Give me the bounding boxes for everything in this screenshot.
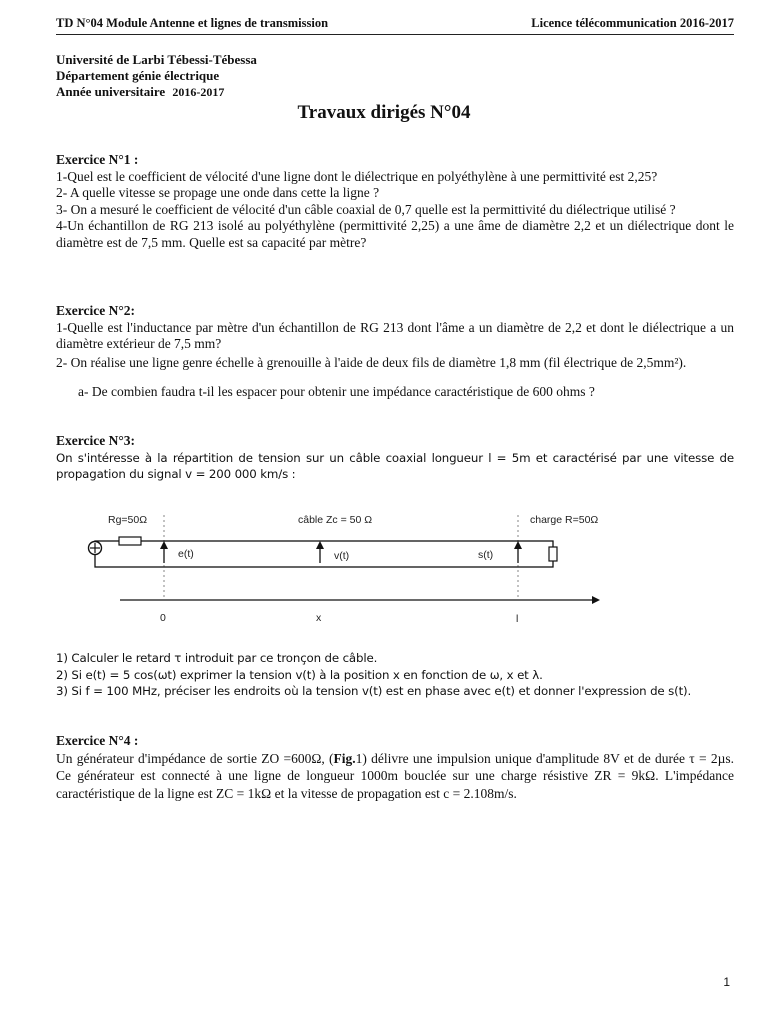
e-label: e(t) xyxy=(178,548,194,560)
exercise-3-question-1: 1) Calculer le retard τ introduit par ce tronçon de câble. xyxy=(56,651,378,665)
exercise-4 xyxy=(56,733,734,802)
exercise-4-text-b: 1) délivre une impulsion unique d'amplitude 8V et de durée τ = 2µs. Ce générateur est connecté à une ligne de longueur 1000m bouclée sur une charge résistive ZR = 9kΩ. L'impédance caractéristique de la ligne est ZC = 1kΩ et la vitesse de propagation est c = 2.108m/s. xyxy=(56,750,734,801)
exercise-2-question-2: 2- On réalise une ligne genre échelle à grenouille à l'aide de deux fils de diamètre 1,8 mm (fil électrique de 2,5mm²). xyxy=(56,354,687,370)
exercise-3-intro: On s'intéresse à la répartition de tension sur un câble coaxial longueur l = 5m et caractérisé par une vitesse de propagation du signal v = 200 000 km/s : xyxy=(56,450,734,481)
axis-label-l: l xyxy=(516,613,519,625)
institution-block xyxy=(56,52,257,100)
load-resistor xyxy=(549,547,557,561)
rg-label: Rg=50Ω xyxy=(108,514,148,526)
exercise-1 xyxy=(56,152,734,251)
exercise-4-text-a: Un générateur d'impédance de sortie ZO =600Ω, ( xyxy=(56,750,334,766)
page-title: Travaux dirigés N°04 xyxy=(297,102,471,123)
department-name: Département génie électrique xyxy=(56,68,220,83)
university-name: Université de Larbi Tébessi-Tébessa xyxy=(56,52,257,67)
axis-label-zero: 0 xyxy=(160,612,166,624)
v-label: v(t) xyxy=(334,550,350,562)
arrow-v xyxy=(316,541,324,549)
exercise-1-question-4: 4-Un échantillon de RG 213 isolé au polyéthylène (permittivité 2,25) a une âme de diamètre 2,2 et un diélectrique dont le diamètre est de 7,5 mm. Quelle est sa capacité par mètre? xyxy=(56,218,734,250)
exercise-1-title: Exercice N°1 : xyxy=(56,152,139,167)
charge-label: charge R=50Ω xyxy=(530,514,599,526)
exercise-3 xyxy=(56,433,734,483)
academic-year-value: 2016-2017 xyxy=(172,85,225,99)
exercise-3-questions xyxy=(56,650,734,700)
exercise-4-fig-ref: Fig. xyxy=(333,750,356,766)
exercise-2-question-a: a- De combien faudra t-il les espacer pour obtenir une impédance caractéristique de 600 ohms ? xyxy=(78,383,595,399)
x-axis-arrow xyxy=(592,596,600,604)
academic-year-label: Année universitaire xyxy=(56,84,166,99)
exercise-2-question-1: 1-Quelle est l'inductance par mètre d'un échantillon de RG 213 dont l'âme a un diamètre de 2,2 et dont le diélectrique a un diamètre extérieur de 7,5 mm? xyxy=(56,319,734,351)
academic-year xyxy=(56,84,257,100)
arrow-s xyxy=(514,541,522,549)
cable-label: câble Zc = 50 Ω xyxy=(298,514,373,526)
coax-line-figure xyxy=(80,505,640,630)
exercise-4-title: Exercice N°4 : xyxy=(56,733,139,748)
exercise-2-title: Exercice N°2: xyxy=(56,303,135,318)
header-rule xyxy=(56,34,734,35)
rg-resistor xyxy=(119,537,141,545)
exercise-4-text xyxy=(56,750,734,803)
page-number: 1 xyxy=(723,975,730,989)
exercise-3-question-3: 3) Si f = 100 MHz, préciser les endroits où la tension v(t) est en phase avec e(t) et donner l'expression de s(t). xyxy=(56,684,692,698)
exercise-1-question-1: 1-Quel est le coefficient de vélocité d'une ligne dont le diélectrique en polyéthylène à une permittivité est 2,25? xyxy=(56,168,658,184)
exercise-3-title: Exercice N°3: xyxy=(56,433,135,448)
exercise-3-question-2: 2) Si e(t) = 5 cos(ωt) exprimer la tension v(t) à la position x en fonction de ω, x et λ. xyxy=(56,667,543,682)
exercise-1-question-3: 3- On a mesuré le coefficient de vélocité d'un câble coaxial de 0,7 quelle est la permittivité du diélectrique utilisé ? xyxy=(56,201,676,217)
header-left: TD N°04 Module Antenne et lignes de transmission xyxy=(56,16,329,30)
exercise-2 xyxy=(56,303,734,400)
arrow-e xyxy=(160,541,168,549)
exercise-1-question-2: 2- A quelle vitesse se propage une onde dans cette la ligne ? xyxy=(56,185,380,200)
running-header xyxy=(56,16,734,34)
axis-label-x: x xyxy=(316,612,322,624)
s-label: s(t) xyxy=(478,549,494,561)
header-right: Licence télécommunication 2016-2017 xyxy=(531,16,734,30)
